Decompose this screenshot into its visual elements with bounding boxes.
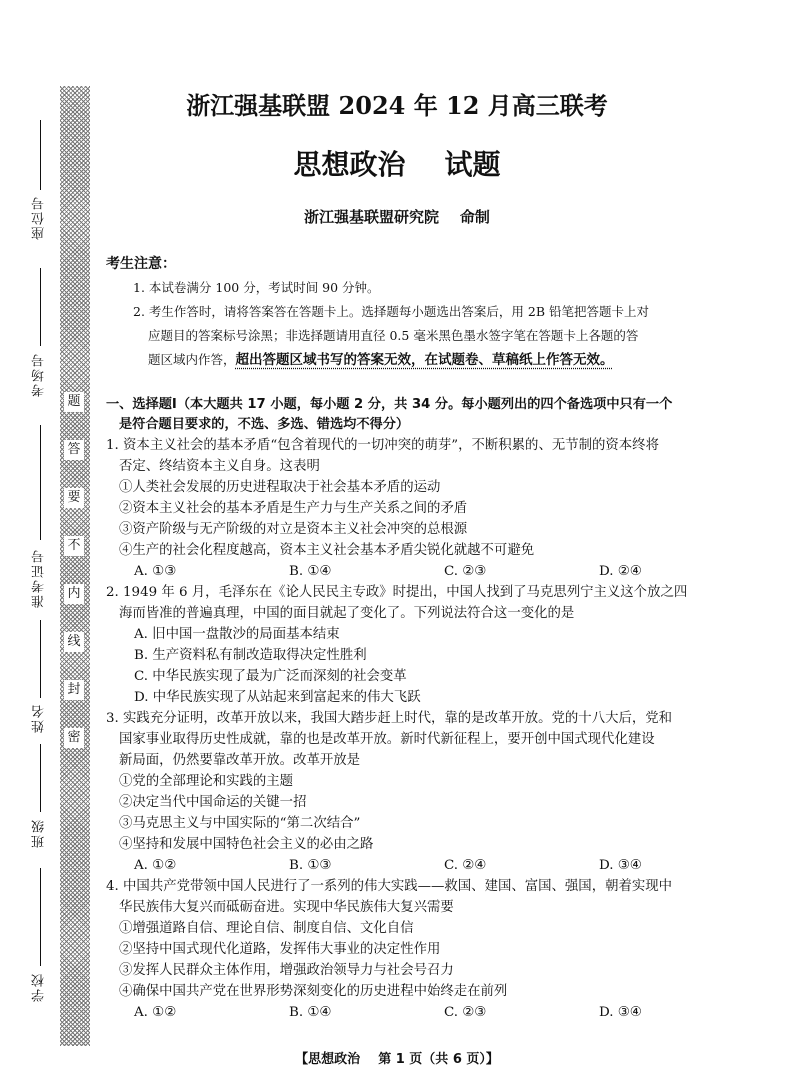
section-heading: 一、选择题Ⅰ（本大题共 17 小题，每小题 2 分，共 34 分。每小题列出的四个备选项中只有一个 xyxy=(106,397,673,412)
school-label: 学校 xyxy=(32,972,47,1002)
question-stem: 新局面，仍然要靠改革开放。改革开放是 xyxy=(119,753,361,768)
seal-char: 答 xyxy=(64,440,84,460)
option-d[interactable]: D. ③④ xyxy=(599,1005,642,1020)
option-d[interactable]: D. ③④ xyxy=(599,858,642,873)
seat-number-label: 座位号 xyxy=(32,195,47,240)
statement: ④生产的社会化程度越高，资本主义社会基本矛盾尖锐化就越不可避免 xyxy=(119,543,535,558)
name-label: 姓名 xyxy=(32,703,47,733)
statement: ①人类社会发展的历史进程取决于社会基本矛盾的运动 xyxy=(119,480,441,495)
seal-char: 题 xyxy=(64,392,84,412)
notice-item-1: 1. 本试卷满分 100 分，考试时间 90 分钟。 xyxy=(133,280,380,295)
notice-item-2-cont xyxy=(148,350,778,371)
option-a[interactable]: A. ①② xyxy=(134,1005,177,1020)
answer-options xyxy=(134,562,764,583)
option-d[interactable]: D. ②④ xyxy=(599,564,642,579)
notice-emphasis: 超出答题区域书写的答案无效，在试题卷、草稿纸上作答无效。 xyxy=(235,352,614,368)
seal-stripe xyxy=(60,86,90,1046)
option-c[interactable]: C. 中华民族实现了最为广泛而深刻的社会变革 xyxy=(134,669,407,684)
question-stem: 2. 1949 年 6 月，毛泽东在《论人民民主专政》时提出，中国人找到了马克思列宁主义这个放之四 xyxy=(106,585,688,600)
option-c[interactable]: C. ②③ xyxy=(444,564,487,579)
question-stem: 海而皆准的普遍真理，中国的面目就起了变化了。下列说法符合这一变化的是 xyxy=(119,606,575,621)
option-d[interactable]: D. 中华民族实现了从站起来到富起来的伟大飞跃 xyxy=(134,690,421,705)
exam-title: 浙江强基联盟 2024 年 12 月高三联考 xyxy=(186,91,608,120)
statement: ①增强道路自信、理论自信、制度自信、文化自信 xyxy=(119,921,414,936)
statement: ②坚持中国式现代化道路，发挥伟大事业的决定性作用 xyxy=(119,942,441,957)
statement: ③马克思主义与中国实际的“第二次结合” xyxy=(119,816,361,831)
option-a[interactable]: A. ①③ xyxy=(134,564,177,579)
page-footer: 【思想政治 第 1 页（共 6 页）】 xyxy=(295,1052,499,1067)
answer-options xyxy=(134,856,764,877)
admission-number-label: 准考证号 xyxy=(32,548,47,608)
notice-item-2-cont: 应题目的答案标号涂黑；非选择题请用直径 0.5 毫米黑色墨水签字笔在答题卡上各题的答 xyxy=(148,328,639,343)
notice-heading: 考生注意： xyxy=(106,256,176,272)
question-stem: 4. 中国共产党带领中国人民进行了一系列的伟大实践——救国、建国、富国、强国，朝着实现中 xyxy=(106,879,673,894)
class-field[interactable] xyxy=(40,744,41,812)
seal-char: 不 xyxy=(64,536,84,556)
statement: ①党的全部理论和实践的主题 xyxy=(119,774,294,789)
option-c[interactable]: C. ②③ xyxy=(444,1005,487,1020)
seal-char: 线 xyxy=(64,632,84,652)
option-b[interactable]: B. ①④ xyxy=(289,1005,332,1020)
class-label: 班级 xyxy=(32,818,47,848)
statement: ④坚持和发展中国特色社会主义的必由之路 xyxy=(119,837,374,852)
option-b[interactable]: B. 生产资料私有制改造取得决定性胜利 xyxy=(134,648,367,663)
seal-char: 密 xyxy=(64,728,84,748)
exam-room-field[interactable] xyxy=(40,268,41,346)
question-stem: 否定、终结资本主义自身。这表明 xyxy=(119,459,320,474)
statement: ④确保中国共产党在世界形势深刻变化的历史进程中始终走在前列 xyxy=(119,984,508,999)
statement: ②资本主义社会的基本矛盾是生产力与生产关系之间的矛盾 xyxy=(119,501,468,516)
question-stem: 1. 资本主义社会的基本矛盾“包含着现代的一切冲突的萌芽”，不断积累的、无节制的资本终将 xyxy=(106,438,659,453)
option-b[interactable]: B. ①③ xyxy=(289,858,332,873)
statement: ③发挥人民群众主体作用，增强政治领导力与社会号召力 xyxy=(119,963,454,978)
option-a[interactable]: A. 旧中国一盘散沙的局面基本结束 xyxy=(134,627,340,642)
option-c[interactable]: C. ②④ xyxy=(444,858,487,873)
admission-number-field[interactable] xyxy=(40,425,41,540)
answer-options xyxy=(134,1003,764,1024)
statement: ③资产阶级与无产阶级的对立是资本主义社会冲突的总根源 xyxy=(119,522,468,537)
seal-char: 要 xyxy=(64,488,84,508)
notice-item-2: 2. 考生作答时，请将答案答在答题卡上。选择题每小题选出答案后，用 2B 铅笔把答题卡上对 xyxy=(133,304,649,319)
section-heading-cont: 是符合题目要求的，不选、多选、错选均不得分） xyxy=(119,417,410,432)
seal-char: 封 xyxy=(64,680,84,700)
exam-room-label: 考场号 xyxy=(32,352,47,397)
subject-title: 思想政治 试题 xyxy=(293,148,501,181)
statement: ②决定当代中国命运的关键一招 xyxy=(119,795,307,810)
option-a[interactable]: A. ①② xyxy=(134,858,177,873)
seal-char: 内 xyxy=(64,584,84,604)
issuer: 浙江强基联盟研究院 命制 xyxy=(304,208,490,226)
school-field[interactable] xyxy=(40,868,41,966)
option-b[interactable]: B. ①④ xyxy=(289,564,332,579)
question-stem: 3. 实践充分证明，改革开放以来，我国大踏步赶上时代，靠的是改革开放。党的十八大后，党和 xyxy=(106,711,673,726)
question-stem: 国家事业取得历史性成就，靠的也是改革开放。新时代新征程上，要开创中国式现代化建设 xyxy=(119,732,655,747)
name-field[interactable] xyxy=(40,620,41,698)
notice-text: 题区域内作答， xyxy=(148,352,236,367)
question-stem: 华民族伟大复兴而砥砺奋进。实现中华民族伟大复兴需要 xyxy=(119,900,454,915)
